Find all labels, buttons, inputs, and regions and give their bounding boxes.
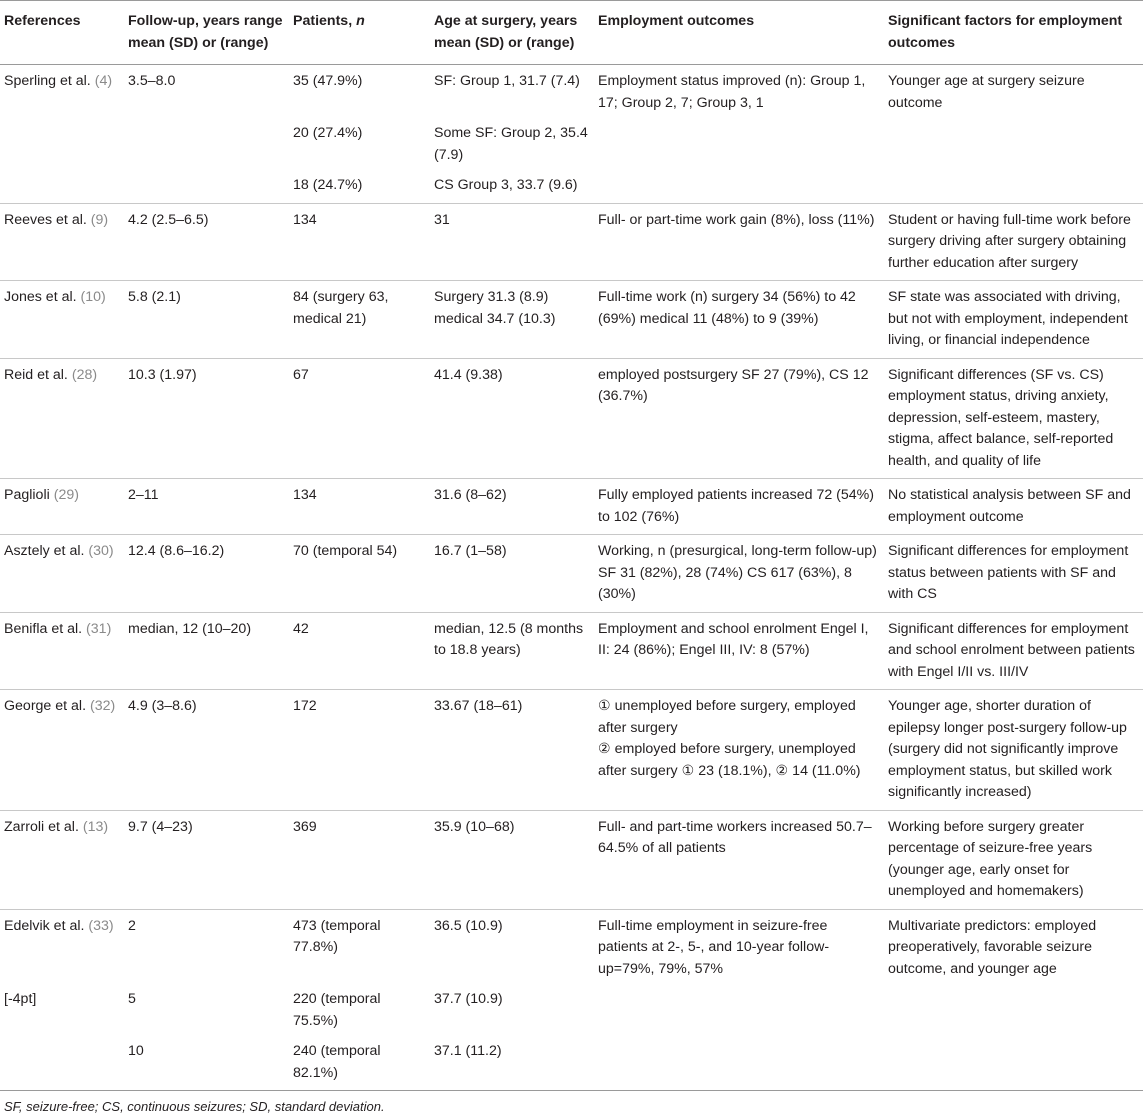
- citation-link[interactable]: (13): [82, 818, 109, 835]
- cell-age: median, 12.5 (8 months to 18.8 years): [430, 612, 594, 690]
- cell-factors: No statistical analysis between SF and employment outcome: [884, 479, 1143, 535]
- cell-factors: Student or having full-time work before surgery driving after surgery obtaining further education after surgery: [884, 203, 1143, 281]
- cell-factors: Younger age, shorter duration of epilepsy longer post-surgery follow-up (surgery did not significantly improve employment status, but skilled work significantly increased): [884, 690, 1143, 811]
- employment-line: ① unemployed before surgery, employed after surgery: [598, 698, 856, 736]
- cell-patients: 172: [289, 690, 430, 811]
- cell-factors: Significant differences for employment and school enrolment between patients with Engel I/II vs. III/IV: [884, 612, 1143, 690]
- cell-followup: 10: [124, 1038, 289, 1091]
- citation-link[interactable]: (32): [89, 698, 116, 714]
- table-row: [0, 535, 1143, 613]
- author-name: Reeves et al.: [4, 211, 87, 228]
- cell-age: 31.6 (8–62): [430, 479, 594, 535]
- table-header: [0, 1, 1143, 65]
- cell-patients: 67: [289, 358, 430, 479]
- cell-factors: Significant differences for employment status between patients with SF and with CS: [884, 535, 1143, 613]
- citation-link[interactable]: (28): [71, 366, 98, 383]
- cell-followup: 3.5–8.0: [124, 65, 289, 121]
- citation-link[interactable]: (30): [88, 543, 114, 559]
- table-row: [0, 203, 1143, 281]
- cell-followup: 12.4 (8.6–16.2): [124, 535, 289, 613]
- cell-followup: 5: [128, 991, 136, 1007]
- employment-line: ② employed before surgery, unemployed after surgery ① 23 (18.1%), ② 14 (11.0%): [598, 741, 861, 779]
- author-name: Edelvik et al.: [4, 917, 85, 934]
- cell-followup: 2–11: [124, 479, 289, 535]
- cell-employment: Full-time employment in seizure-free patients at 2-, 5-, and 10-year follow-up=79%, 79%, 57%: [594, 909, 884, 986]
- cell-followup: 9.7 (4–23): [124, 810, 289, 909]
- table-footnote: SF, seizure-free; CS, continuous seizures; SD, standard deviation.: [4, 1099, 385, 1114]
- cell-patients: 220 (temporal 75.5%): [293, 991, 381, 1029]
- table-row: [0, 172, 1143, 203]
- cell-age: 36.5 (10.9): [430, 909, 594, 986]
- cell-reference: [0, 612, 124, 690]
- cell-reference: [0, 358, 124, 479]
- cell-age: Some SF: Group 2, 35.4 (7.9): [434, 125, 588, 163]
- table-body: [0, 65, 1143, 1091]
- table-row: [0, 1038, 1143, 1091]
- table-row: [0, 358, 1143, 479]
- cell-patients: 134: [289, 203, 430, 281]
- author-name: Benifla et al.: [4, 620, 83, 637]
- cell-followup: 4.2 (2.5–6.5): [124, 203, 289, 281]
- author-name: Paglioli: [4, 487, 50, 503]
- cell-employment: [594, 690, 884, 811]
- header-factors: Significant factors for employment outcomes: [884, 1, 1143, 65]
- cell-reference: [0, 535, 124, 613]
- cell-reference: [0, 909, 124, 986]
- cell-employment: Working, n (presurgical, long-term follow-up) SF 31 (82%), 28 (74%) CS 617 (63%), 8 (30%): [594, 535, 884, 613]
- cell-age: 31: [430, 203, 594, 281]
- cell-age: 37.7 (10.9): [434, 991, 503, 1007]
- table-row: [0, 65, 1143, 121]
- cell-factors: Multivariate predictors: employed preoperatively, favorable seizure outcome, and younger age: [884, 909, 1143, 986]
- cell-factors: SF state was associated with driving, but not with employment, independent living, or financial independence: [884, 281, 1143, 359]
- table-row: [0, 479, 1143, 535]
- cell-reference: [0, 479, 124, 535]
- cell-followup: 2: [124, 909, 289, 986]
- cell-age: CS Group 3, 33.7 (9.6): [434, 177, 578, 193]
- table-row: [0, 120, 1143, 172]
- author-name: Asztely et al.: [4, 543, 85, 559]
- cell-factors: Younger age at surgery seizure outcome: [884, 65, 1143, 121]
- cell-age: 41.4 (9.38): [430, 358, 594, 479]
- cell-employment: Full- and part-time workers increased 50.7–64.5% of all patients: [594, 810, 884, 909]
- cell-patients: 70 (temporal 54): [289, 535, 430, 613]
- author-name: Reid et al.: [4, 366, 68, 383]
- cell-age: 35.9 (10–68): [430, 810, 594, 909]
- cell-employment: employed postsurgery SF 27 (79%), CS 12 (36.7%): [594, 358, 884, 479]
- cell-patients: 18 (24.7%): [293, 177, 363, 193]
- cell-patients: 134: [289, 479, 430, 535]
- cell-followup: 5.8 (2.1): [124, 281, 289, 359]
- table-row: [0, 281, 1143, 359]
- cell-patients: 240 (temporal 82.1%): [289, 1038, 430, 1091]
- table-row: [0, 690, 1143, 811]
- cell-employment: Employment and school enrolment Engel I, II: 24 (86%); Engel III, IV: 8 (57%): [594, 612, 884, 690]
- cell-patients: 35 (47.9%): [289, 65, 430, 121]
- cell-factors: Significant differences (SF vs. CS) employment status, driving anxiety, depression, self-esteem, mastery, stigma, affect balance, self-reported health, and quality of life: [884, 358, 1143, 479]
- cell-age: 37.1 (11.2): [430, 1038, 594, 1091]
- cell-employment: Employment status improved (n): Group 1, 17; Group 2, 7; Group 3, 1: [594, 65, 884, 121]
- header-followup: Follow-up, years range mean (SD) or (range): [124, 1, 289, 65]
- cell-patients: 42: [289, 612, 430, 690]
- cell-reference: [-4pt]: [4, 991, 37, 1007]
- header-patients-label: Patients,: [293, 13, 353, 29]
- header-references: References: [0, 1, 124, 65]
- cell-employment: Full- or part-time work gain (8%), loss (11%): [594, 203, 884, 281]
- header-patients-n: n: [356, 13, 365, 29]
- author-name: Jones et al.: [4, 289, 77, 305]
- citation-link[interactable]: (33): [88, 917, 114, 934]
- cell-followup: median, 12 (10–20): [124, 612, 289, 690]
- cell-reference: [0, 690, 124, 811]
- cell-patients: 84 (surgery 63, medical 21): [289, 281, 430, 359]
- cell-age: Surgery 31.3 (8.9) medical 34.7 (10.3): [430, 281, 594, 359]
- author-name: George et al.: [4, 698, 87, 714]
- header-employment: Employment outcomes: [594, 1, 884, 65]
- cell-reference: [0, 65, 124, 121]
- cell-employment: Fully employed patients increased 72 (54%) to 102 (76%): [594, 479, 884, 535]
- cell-factors: Working before surgery greater percentage of seizure-free years (younger age, early onset for unemployed and homemakers): [884, 810, 1143, 909]
- citation-link[interactable]: (9): [90, 211, 109, 228]
- cell-reference: [0, 810, 124, 909]
- cell-age: 33.67 (18–61): [430, 690, 594, 811]
- cell-followup: 4.9 (3–8.6): [124, 690, 289, 811]
- table-row: [0, 909, 1143, 986]
- author-name: Sperling et al.: [4, 73, 91, 89]
- table-row: [0, 612, 1143, 690]
- cell-employment: Full-time work (n) surgery 34 (56%) to 42 (69%) medical 11 (48%) to 9 (39%): [594, 281, 884, 359]
- citation-link[interactable]: (29): [53, 487, 79, 503]
- cell-age: 16.7 (1–58): [430, 535, 594, 613]
- cell-patients: 20 (27.4%): [293, 125, 363, 141]
- table-row: [0, 810, 1143, 909]
- header-age: Age at surgery, years mean (SD) or (range): [430, 1, 594, 65]
- table-row: [0, 986, 1143, 1038]
- cell-patients: 473 (temporal 77.8%): [289, 909, 430, 986]
- cell-reference: [0, 281, 124, 359]
- citation-link[interactable]: (31): [86, 620, 112, 637]
- citation-link[interactable]: (10): [80, 289, 106, 305]
- cell-patients: 369: [289, 810, 430, 909]
- cell-age: SF: Group 1, 31.7 (7.4): [430, 65, 594, 121]
- citation-link[interactable]: (4): [94, 73, 113, 89]
- author-name: Zarroli et al.: [4, 818, 79, 835]
- cell-reference: [0, 203, 124, 281]
- header-patients: [289, 1, 430, 65]
- cell-followup: 10.3 (1.97): [124, 358, 289, 479]
